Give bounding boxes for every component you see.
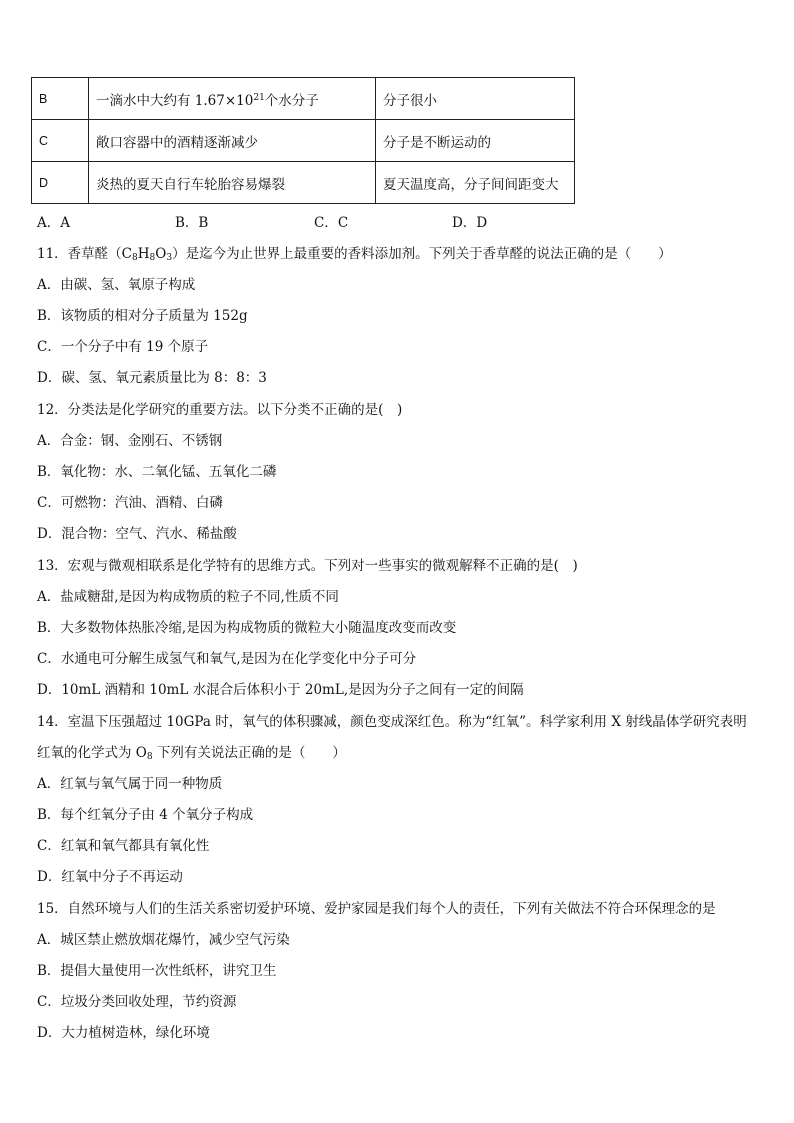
q12-option-c: C．可燃物：汽油、酒精、白磷: [37, 495, 223, 511]
fact-cell: 一滴水中大约有 $1.67\times 10^{21}$个水分子: [89, 78, 376, 120]
q15-option-a: A．城区禁止燃放烟花爆竹，减少空气污染: [37, 932, 290, 948]
row-label: B: [32, 78, 89, 120]
question-12-stem: 12．分类法是化学研究的重要方法。以下分类不正确的是( ): [37, 402, 403, 418]
question-15-stem: 15．自然环境与人们的生活关系密切爱护环境、爱护家园是我们每个人的责任，下列有关做法不符合环保理念的是: [37, 901, 716, 917]
row-label: C: [32, 120, 89, 162]
q14-option-b: B．每个红氧分子由 4 个氧分子构成: [37, 807, 254, 823]
explanation-cell: 分子很小: [376, 78, 575, 120]
q11-option-c: C．一个分子中有 19 个原子: [37, 339, 209, 355]
q12-option-d: D．混合物：空气、汽水、稀盐酸: [37, 526, 237, 542]
q13-option-b: B．大多数物体热胀冷缩,是因为构成物质的微粒大小随温度改变而改变: [37, 620, 457, 636]
explanation-cell: 分子是不断运动的: [376, 120, 575, 162]
table-row: [32, 78, 575, 120]
option-d: D．D: [452, 215, 488, 231]
q13-option-c: C．水通电可分解生成氢气和氧气,是因为在化学变化中分子可分: [37, 651, 417, 667]
option-a: A．A: [37, 215, 70, 231]
q14-option-d: D．红氧中分子不再运动: [37, 869, 183, 885]
q11-option-d: D．碳、氢、氧元素质量比为 8：8：3: [37, 370, 267, 386]
question-11-stem: 11．香草醛$(C_8H_8O_3)$是迄今为止世界上最重要的香料添加剂。下列关于香草醛的说法正确的是（ ）: [37, 246, 672, 263]
fact-cell: 敞口容器中的酒精逐渐减少: [89, 120, 376, 162]
question-14-stem-line2: 红氧的化学式为 $O_8$ 下列有关说法正确的是（ ）: [37, 745, 346, 762]
q14-option-a: A．红氧与氧气属于同一种物质: [37, 776, 223, 792]
q11-option-a: A．由碳、氢、氧原子构成: [37, 277, 196, 293]
q12-option-a: A．合金：钢、金刚石、不锈钢: [37, 433, 223, 449]
q15-option-b: B．提倡大量使用一次性纸杯，讲究卫生: [37, 963, 277, 979]
explanation-cell: 夏天温度高，分子间间距变大: [376, 162, 575, 204]
q11-option-b: B．该物质的相对分子质量为 152g: [37, 308, 248, 324]
q12-option-b: B．氧化物：水、二氧化锰、五氧化二磷: [37, 464, 277, 480]
question-10-table: [31, 77, 575, 204]
fact-cell: 炎热的夏天自行车轮胎容易爆裂: [89, 162, 376, 204]
option-c: C．C: [314, 215, 349, 231]
table-row: [32, 162, 575, 204]
q13-option-a: A．盐咸糖甜,是因为构成物质的粒子不同,性质不同: [37, 589, 339, 605]
q14-option-c: C．红氧和氧气都具有氧化性: [37, 838, 210, 854]
question-14-stem-line1: 14．室温下压强超过 10GPa 时，氧气的体积骤减，颜色变成深红色。称为“红氧”。科学家利用 X 射线晶体学研究表明: [37, 714, 747, 730]
q13-option-d: D．10mL 酒精和 10mL 水混合后体积小于 20mL,是因为分子之间有一定的间隔: [37, 682, 524, 698]
question-13-stem: 13．宏观与微观相联系是化学特有的思维方式。下列对一些事实的微观解释不正确的是( ): [37, 558, 578, 574]
row-label: D: [32, 162, 89, 204]
option-b: B．B: [175, 215, 209, 231]
table-row: [32, 120, 575, 162]
q15-option-d: D．大力植树造林，绿化环境: [37, 1025, 210, 1041]
q15-option-c: C．垃圾分类回收处理，节约资源: [37, 994, 237, 1010]
